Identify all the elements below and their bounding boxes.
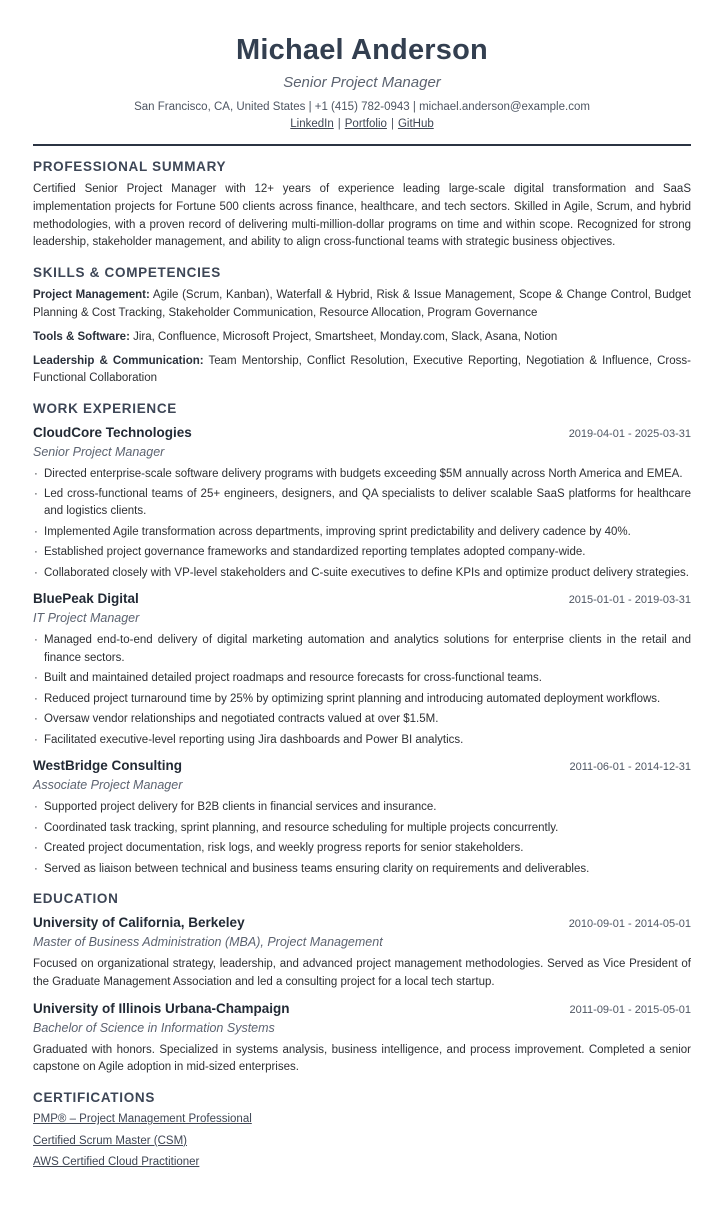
link-separator: |: [390, 118, 394, 130]
section-skills: [33, 265, 691, 387]
job-bullet: · Collaborated closely with VP-level stakeholders and C-suite executives to define KPIs and optimize product delivery strategies.: [33, 565, 691, 582]
skills-group-text: Team Mentorship, Conflict Resolution, Executive Reporting, Negotiation & Influence, Cross-Functional Collaboration: [33, 355, 691, 385]
school-description: Graduated with honors. Specialized in systems analysis, business intelligence, and process improvement. Completed a senior capstone on Agile adoption in mid-sized enterprises.: [33, 1043, 691, 1074]
resume-header: [33, 34, 691, 130]
job-bullet: · Facilitated executive-level reporting using Jira dashboards and Power BI analytics.: [33, 732, 691, 749]
job-dates: 2019-04-01 - 2025-03-31: [568, 427, 691, 440]
candidate-name: Michael Anderson: [236, 34, 488, 66]
skills-group-text: Jira, Confluence, Microsoft Project, Smartsheet, Monday.com, Slack, Asana, Notion: [133, 330, 558, 343]
school-description: Focused on organizational strategy, leadership, and advanced project management methodologies. Served as Vice President of the Graduate Management Association and led a consulting project for a local tech startup.: [33, 958, 691, 988]
school-dates: 2011-09-01 - 2015-05-01: [569, 1003, 691, 1016]
job-bullet: · Created project documentation, risk logs, and weekly progress reports for senior stakeholders.: [33, 840, 691, 857]
contact-line: San Francisco, CA, United States | +1 (415) 782-0943 | michael.anderson@example.com: [134, 101, 590, 113]
skills-group-tools-software: [33, 329, 691, 346]
skills-group-project-management: [33, 287, 691, 322]
github-link[interactable]: GitHub: [397, 118, 434, 130]
education-entry: [33, 1001, 691, 1078]
job-bullet: · Coordinated task tracking, sprint planning, and resource scheduling for multiple projects concurrently.: [33, 820, 691, 837]
job-bullet-list: [33, 799, 691, 878]
education-entry: [33, 915, 691, 992]
job-dates: 2015-01-01 - 2019-03-31: [568, 594, 691, 607]
candidate-title: Senior Project Manager: [283, 74, 441, 91]
school-dates: 2010-09-01 - 2014-05-01: [568, 918, 691, 930]
certifications-heading: CERTIFICATIONS: [33, 1090, 156, 1106]
job-title: Senior Project Manager: [33, 444, 165, 459]
skills-group-label: Tools & Software:: [33, 330, 130, 343]
job-dates: 2011-06-01 - 2014-12-31: [569, 761, 691, 774]
job-bullet: · Built and maintained detailed project roadmaps and resource forecasts for cross-functional teams.: [33, 670, 691, 687]
job-company: BluePeak Digital: [33, 591, 139, 607]
education-heading: EDUCATION: [33, 891, 119, 906]
section-education: [33, 891, 691, 1077]
skills-group-text: Agile (Scrum, Kanban), Waterfall & Hybrid, Risk & Issue Management, Scope & Change Control, Budget Planning & Cost Tracking, Stakeholder Communication, Resource Allocation, Program Governance: [33, 289, 691, 319]
profile-links: [33, 118, 691, 130]
job-bullet: · Implemented Agile transformation across departments, improving sprint predictability and delivery cadence by 40%.: [33, 524, 691, 541]
education-entry-head: [33, 1001, 691, 1016]
summary-text: Certified Senior Project Manager with 12+ years of experience leading large-scale digital transformation and SaaS implementation projects for Fortune 500 clients across finance, healthcare, and tech sectors. Skilled in Agile, Scrum, and hybrid methodologies, with a proven record of delivering multi-million-dollar programs on time and within scope. Recognized for strong leadership, stakeholder management, and ability to align cross-functional teams with strategic business objectives.: [33, 183, 691, 249]
job-bullet: · Served as liaison between technical and business teams ensuring clarity on requirements and deliverables.: [33, 861, 691, 878]
header-divider: [33, 144, 691, 146]
job-company: CloudCore Technologies: [33, 424, 192, 440]
job-bullet: · Reduced project turnaround time by 25% by optimizing sprint planning and introducing automated deployment workflows.: [33, 691, 691, 708]
job-title: IT Project Manager: [33, 611, 140, 626]
certification-link-pmp[interactable]: PMP® – Project Management Professional: [33, 1113, 252, 1126]
job-bullet: · Managed end-to-end delivery of digital marketing automation and analytics solutions for enterprise clients in the retail and finance sectors.: [33, 632, 691, 667]
school-degree: Master of Business Administration (MBA), Project Management: [33, 935, 383, 949]
summary-heading: PROFESSIONAL SUMMARY: [33, 159, 227, 174]
job-title: Associate Project Manager: [33, 778, 183, 793]
job-company: WestBridge Consulting: [33, 758, 183, 774]
job-entry-head: [33, 591, 691, 606]
link-separator: |: [337, 118, 341, 130]
job-entry: [33, 591, 691, 749]
school-name: University of California, Berkeley: [33, 915, 245, 930]
certification-link-aws[interactable]: AWS Certified Cloud Practitioner: [33, 1156, 200, 1169]
linkedin-link[interactable]: LinkedIn: [290, 118, 334, 130]
school-name: University of Illinois Urbana-Champaign: [33, 1000, 290, 1016]
job-entry: [33, 425, 691, 583]
portfolio-link[interactable]: Portfolio: [344, 118, 387, 130]
job-entry-head: [33, 758, 691, 773]
section-certifications: [33, 1090, 691, 1171]
skills-group-label: Leadership & Communication:: [33, 355, 204, 367]
skills-heading: SKILLS & COMPETENCIES: [33, 265, 221, 281]
certification-link-csm[interactable]: Certified Scrum Master (CSM): [33, 1134, 187, 1147]
section-professional-summary: [33, 159, 691, 252]
skills-group-leadership-communication: [33, 353, 691, 388]
job-bullet: · Established project governance frameworks and standardized reporting templates adopted company-wide.: [33, 544, 691, 561]
job-bullet: · Led cross-functional teams of 25+ engineers, designers, and QA specialists to deliver scalable SaaS platforms for healthcare and logistics clients.: [33, 486, 691, 521]
job-bullet-list: [33, 466, 691, 583]
job-entry: [33, 758, 691, 878]
school-degree: Bachelor of Science in Information Systems: [33, 1020, 275, 1035]
job-bullet: · Supported project delivery for B2B clients in financial services and insurance.: [33, 799, 691, 816]
experience-heading: WORK EXPERIENCE: [33, 400, 178, 416]
education-entry-head: [33, 915, 691, 930]
job-bullet: · Directed enterprise-scale software delivery programs with budgets exceeding $5M annually across North America and EMEA.: [33, 466, 691, 483]
job-entry-head: [33, 425, 691, 440]
job-bullet-list: [33, 632, 691, 749]
section-work-experience: [33, 401, 691, 879]
job-bullet: · Oversaw vendor relationships and negotiated contracts valued at over $1.5M.: [33, 711, 691, 728]
skills-group-label: Project Management:: [33, 289, 150, 302]
certification-list: [33, 1112, 691, 1171]
